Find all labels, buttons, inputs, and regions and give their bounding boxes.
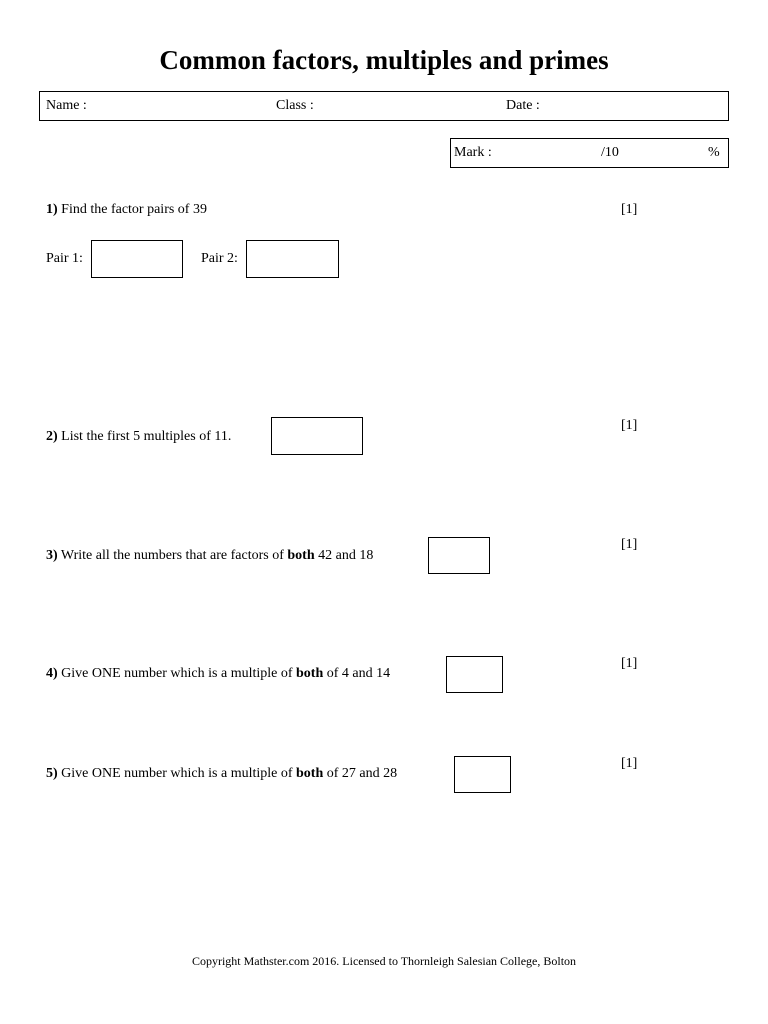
name-label: Name : <box>46 98 87 113</box>
question-2-marks: [1] <box>621 418 638 433</box>
pair-1-answer-box[interactable] <box>91 240 183 278</box>
question-text-end: of 27 and 28 <box>326 766 398 781</box>
date-label: Date : <box>506 98 540 113</box>
mark-percent: % <box>708 145 720 160</box>
question-text-end: 42 and 18 <box>318 548 374 563</box>
question-number: 3) <box>46 548 58 563</box>
question-text: List the first 5 multiples of 11. <box>61 429 232 444</box>
question-5-marks: [1] <box>621 756 638 771</box>
question-2 <box>46 428 231 446</box>
question-emphasis: both <box>296 766 324 781</box>
pair-2-answer-box[interactable] <box>246 240 339 278</box>
question-text-end: of 4 and 14 <box>326 666 391 681</box>
question-emphasis: both <box>287 548 315 563</box>
question-3-answer-box[interactable] <box>428 537 490 574</box>
question-1-marks: [1] <box>621 202 638 217</box>
question-3-marks: [1] <box>621 537 638 552</box>
mark-out-of: /10 <box>601 145 619 160</box>
question-text: Write all the numbers that are factors of <box>60 548 284 563</box>
question-text: Give ONE number which is a multiple of <box>61 766 293 781</box>
question-1 <box>46 201 207 219</box>
question-text: Find the factor pairs of 39 <box>61 202 207 217</box>
question-emphasis: both <box>296 666 324 681</box>
question-number: 4) <box>46 666 58 681</box>
question-5-answer-box[interactable] <box>454 756 511 793</box>
question-number: 2) <box>46 429 58 444</box>
student-info-box <box>39 91 729 121</box>
question-4 <box>46 665 390 683</box>
question-2-answer-box[interactable] <box>271 417 363 455</box>
copyright-footer: Copyright Mathster.com 2016. Licensed to Thornleigh Salesian College, Bolton <box>191 954 577 968</box>
pair-1-label: Pair 1: <box>46 251 83 266</box>
mark-label: Mark : <box>454 145 492 160</box>
class-label: Class : <box>276 98 314 113</box>
question-4-marks: [1] <box>621 656 638 671</box>
mark-box <box>450 138 729 168</box>
question-5 <box>46 765 397 783</box>
worksheet-title: Common factors, multiples and primes <box>159 45 609 75</box>
question-3 <box>46 547 373 565</box>
pair-2-label: Pair 2: <box>201 251 238 266</box>
question-number: 1) <box>46 202 58 217</box>
question-4-answer-box[interactable] <box>446 656 503 693</box>
question-number: 5) <box>46 766 58 781</box>
question-text: Give ONE number which is a multiple of <box>61 666 293 681</box>
